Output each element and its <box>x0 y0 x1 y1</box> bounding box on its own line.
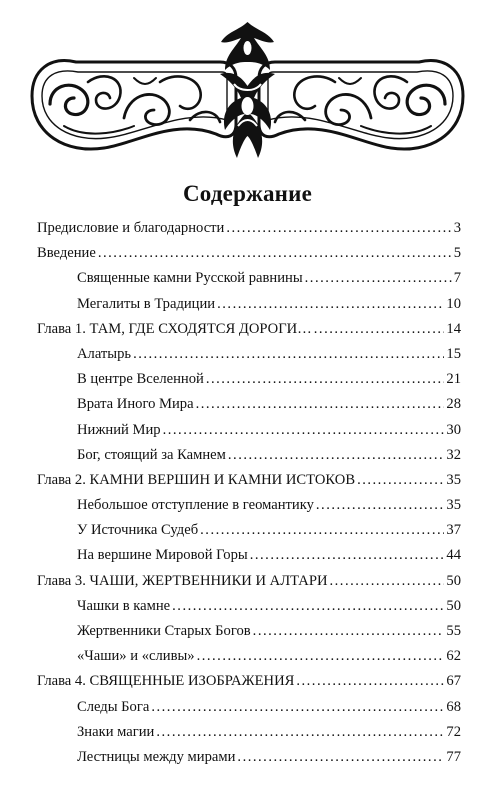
toc-entry-title: Глава 3. ЧАШИ, ЖЕРТВЕННИКИ И АЛТАРИ <box>37 572 328 589</box>
dot-leader <box>196 396 445 413</box>
toc-entry-page-number: 55 <box>446 623 461 639</box>
toc-entry[interactable] <box>37 497 461 522</box>
toc-entry-page-number: 10 <box>446 295 461 312</box>
dot-leader <box>98 245 452 262</box>
page-title: Содержание <box>183 181 312 206</box>
toc-entry[interactable] <box>37 522 461 547</box>
toc-entry[interactable] <box>37 547 461 572</box>
dot-leader <box>296 673 444 690</box>
table-of-contents <box>37 220 461 774</box>
toc-entry-title: Лестницы между мирами <box>77 748 236 765</box>
toc-entry-title: Нижний Мир <box>77 421 161 438</box>
toc-entry-title: Бог, стоящий за Камнем <box>77 446 226 463</box>
dot-leader <box>172 598 444 615</box>
toc-entry[interactable] <box>37 472 461 497</box>
toc-entry[interactable] <box>37 270 461 295</box>
dot-leader <box>156 724 444 741</box>
toc-entry-page-number: 50 <box>446 572 461 589</box>
toc-entry-page-number: 44 <box>446 547 461 564</box>
dot-leader <box>305 270 452 287</box>
dot-leader <box>253 623 445 640</box>
dot-leader <box>163 422 445 439</box>
toc-entry-page-number: 50 <box>446 597 461 614</box>
toc-entry[interactable] <box>37 371 461 396</box>
dot-leader <box>228 447 445 464</box>
toc-entry-page-number: 15 <box>446 345 461 362</box>
toc-entry-title: «Чаши» и «сливы» <box>77 648 195 665</box>
toc-entry[interactable] <box>37 447 461 472</box>
toc-entry[interactable] <box>37 321 461 346</box>
toc-entry[interactable] <box>37 749 461 774</box>
toc-entry-page-number: 37 <box>446 522 461 539</box>
toc-entry-page-number: 7 <box>453 270 461 287</box>
toc-entry-page-number: 35 <box>446 497 461 514</box>
toc-entry-page-number: 72 <box>446 723 461 740</box>
toc-entry-page-number: 21 <box>446 371 461 388</box>
toc-entry-page-number: 28 <box>446 396 461 413</box>
toc-entry-page-number: 14 <box>446 320 461 337</box>
dot-leader <box>330 573 445 590</box>
dot-leader <box>250 547 445 564</box>
toc-entry-page-number: 32 <box>446 446 461 463</box>
toc-entry-title: Знаки магии <box>77 723 155 740</box>
toc-entry-title: На вершине Мировой Горы <box>77 547 248 564</box>
toc-entry-title: Мегалиты в Традиции <box>77 295 216 312</box>
toc-entry[interactable] <box>37 623 461 648</box>
toc-entry-title: Глава 4. СВЯЩЕННЫЕ ИЗОБРАЖЕНИЯ <box>37 673 295 690</box>
toc-entry[interactable] <box>37 422 461 447</box>
dot-leader <box>200 522 444 539</box>
dot-leader <box>314 321 445 338</box>
dot-leader <box>197 648 445 665</box>
toc-entry-title: Глава 1. ТАМ, ГДЕ СХОДЯТСЯ ДОРОГИ… <box>37 320 312 337</box>
celtic-knot-ornament-icon <box>24 22 471 164</box>
toc-entry[interactable] <box>37 673 461 698</box>
toc-entry-page-number: 5 <box>453 245 461 262</box>
toc-entry-title: Глава 2. КАМНИ ВЕРШИН И КАМНИ ИСТОКОВ <box>37 471 356 488</box>
toc-entry[interactable] <box>37 346 461 371</box>
toc-entry[interactable] <box>37 220 461 245</box>
toc-entry-title: Врата Иного Мира <box>77 396 194 413</box>
toc-entry[interactable] <box>37 699 461 724</box>
toc-entry[interactable] <box>37 296 461 321</box>
toc-entry-page-number: 62 <box>446 648 461 665</box>
dot-leader <box>133 346 444 363</box>
toc-entry-page-number: 68 <box>446 698 461 715</box>
dot-leader <box>217 296 444 313</box>
toc-entry[interactable] <box>37 396 461 421</box>
toc-entry-title: Жертвенники Старых Богов <box>77 623 251 639</box>
toc-entry-title: В центре Вселенной <box>77 371 204 388</box>
toc-entry-title: Алатырь <box>77 345 132 362</box>
toc-entry[interactable] <box>37 648 461 673</box>
toc-entry-title: Чашки в камне <box>77 597 171 614</box>
toc-entry-title: Небольшое отступление в геомантику <box>77 497 314 514</box>
dot-leader <box>237 749 444 766</box>
toc-entry-title: Священные камни Русской равнины <box>77 270 303 287</box>
toc-entry-title: Следы Бога <box>77 698 150 715</box>
toc-entry-page-number: 3 <box>453 220 461 236</box>
toc-entry-title: Предисловие и благодарности <box>37 220 225 236</box>
toc-entry[interactable] <box>37 598 461 623</box>
dot-leader <box>357 472 444 489</box>
toc-entry-page-number: 67 <box>446 673 461 690</box>
toc-entry[interactable] <box>37 724 461 749</box>
toc-entry[interactable] <box>37 573 461 598</box>
toc-entry-title: У Источника Судеб <box>77 522 199 539</box>
toc-entry-page-number: 35 <box>446 471 461 488</box>
toc-entry-title: Введение <box>37 245 96 262</box>
dot-leader <box>206 371 445 388</box>
toc-entry-page-number: 30 <box>446 421 461 438</box>
dot-leader <box>151 699 444 716</box>
dot-leader <box>316 497 445 514</box>
dot-leader <box>226 220 451 237</box>
toc-entry-page-number: 77 <box>446 748 461 765</box>
toc-entry[interactable] <box>37 245 461 270</box>
